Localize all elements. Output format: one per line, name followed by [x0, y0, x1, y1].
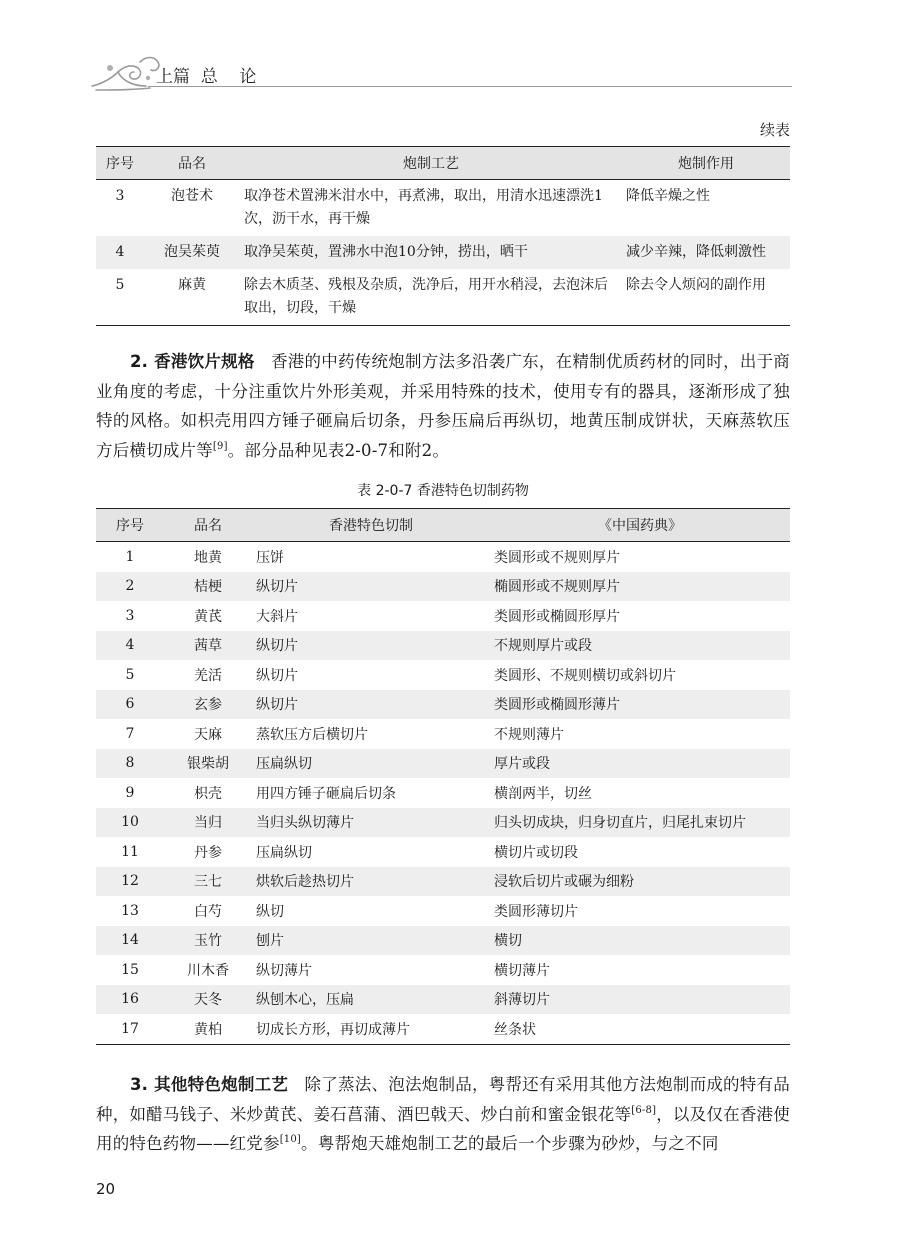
table-row [96, 778, 790, 808]
col-header-number: 序号 [96, 509, 164, 542]
row-pharmacopoeia: 类圆形薄切片 [494, 903, 578, 920]
table-row [96, 808, 790, 838]
col-header-name: 品名 [144, 147, 240, 180]
paragraph-text: 香港的中药传统炮制方法多沿袭广东，在精制优质药材的同时，出于商业角度的考虑，十分注重饮片外形美观，并采用特殊的技术，使用专有的器具，逐渐形成了独特的风格。如枳壳用四方锤子砸扁后切条，丹参压扁后再纵切，地黄压制成饼状，天麻蒸软压方后横切成片等 [96, 352, 791, 460]
row-pharmacopoeia: 横剖两半，切丝 [494, 785, 592, 802]
row-number: 6 [96, 690, 164, 720]
row-name: 天麻 [194, 726, 222, 743]
table-caption: 表 2-0-7 香港特色切制药物 [357, 483, 529, 499]
row-number: 11 [121, 843, 139, 860]
table-row [96, 985, 790, 1015]
row-hk-cutting: 刨片 [252, 926, 490, 956]
paragraph-hk-slices [96, 347, 790, 465]
row-pharmacopoeia: 不规则薄片 [494, 726, 564, 743]
table-row [96, 926, 790, 956]
row-pharmacopoeia: 横切片或切段 [494, 844, 578, 861]
row-effect: 除去令人烦闷的副作用 [622, 269, 790, 326]
row-number: 3 [115, 188, 125, 204]
row-process: 取净苍术置沸米泔水中，再煮沸，取出，用清水迅速漂洗1次，沥干水，再干燥 [244, 188, 603, 227]
row-name: 丹参 [194, 844, 222, 861]
row-name: 泡苍术 [171, 188, 213, 204]
row-effect: 降低辛燥之性 [626, 188, 710, 204]
row-name: 黄柏 [164, 1014, 252, 1044]
row-name: 麻黄 [144, 269, 240, 326]
row-hk-cutting: 纵切片 [252, 690, 490, 720]
row-pharmacopoeia: 厚片或段 [490, 749, 790, 779]
row-number: 16 [96, 985, 164, 1015]
paragraph-heading: 2. 香港饮片规格 [130, 352, 255, 371]
paragraph-text: 。粤帮炮天雄炮制工艺的最后一个步骤为砂炒，与之不同 [301, 1134, 719, 1153]
row-hk-cutting: 当归头纵切薄片 [252, 808, 490, 838]
hk-cutting-table-body [96, 542, 790, 1045]
table-row [96, 749, 790, 779]
paragraph-heading: 3. 其他特色炮制工艺 [130, 1075, 289, 1094]
row-number: 17 [96, 1014, 164, 1044]
row-hk-cutting: 纵切片 [256, 667, 298, 684]
row-name: 枳壳 [194, 785, 222, 802]
table-row [96, 896, 790, 926]
row-pharmacopoeia: 椭圆形或不规则厚片 [490, 572, 790, 602]
row-hk-cutting: 切成长方形，再切成薄片 [252, 1014, 490, 1044]
row-pharmacopoeia: 类圆形或椭圆形薄片 [490, 690, 790, 720]
row-name: 银柴胡 [164, 749, 252, 779]
continued-table-label: 续表 [759, 121, 790, 139]
row-number: 8 [96, 749, 164, 779]
row-pharmacopoeia: 不规则厚片或段 [490, 631, 790, 661]
paragraph-other-processes [96, 1070, 790, 1159]
table-row [96, 572, 790, 602]
processing-table-continued [96, 146, 790, 326]
row-name: 三七 [164, 867, 252, 897]
table-row [96, 180, 790, 237]
col-header-hk-cutting: 香港特色切制 [252, 509, 490, 542]
table-row [96, 690, 790, 720]
col-header-effect: 炮制作用 [622, 147, 790, 180]
row-number: 10 [96, 808, 164, 838]
row-name: 地黄 [194, 549, 222, 566]
row-hk-cutting: 压扁纵切 [252, 749, 490, 779]
table-row [96, 719, 790, 749]
table-header-row [96, 509, 790, 542]
col-header-process: 炮制工艺 [240, 147, 622, 180]
row-name: 泡吴茱萸 [144, 236, 240, 269]
row-number: 13 [121, 902, 139, 919]
row-number: 4 [96, 631, 164, 661]
section-title: 上篇 总 论 [156, 67, 257, 87]
citation: [6-8] [631, 1104, 657, 1116]
page-number: 20 [96, 1180, 116, 1198]
row-pharmacopoeia: 类圆形、不规则横切或斜切片 [494, 667, 676, 684]
row-number: 4 [96, 236, 144, 269]
row-name: 桔梗 [164, 572, 252, 602]
table-row [96, 867, 790, 897]
paragraph-text: 除了蒸法、泡法炮制品，粤帮还有采用其他方法炮制而成的特有品种，如醋马钱子、米炒黄芪、姜石菖蒲、酒巴戟天、炒白前和蜜金银花等 [96, 1075, 790, 1124]
row-process: 取净吴茱萸，置沸水中泡10分钟，捞出，晒干 [240, 236, 622, 269]
row-process: 除去木质茎、残根及杂质，洗净后，用开水稍浸，去泡沫后取出，切段，干燥 [240, 269, 622, 326]
col-header-pharmacopoeia: 《中国药典》 [490, 509, 790, 542]
row-hk-cutting: 压饼 [256, 549, 284, 566]
paragraph-text: ，以及仅在香港使用的特色药物——红党参 [96, 1104, 790, 1153]
row-hk-cutting: 大斜片 [256, 608, 298, 625]
row-number: 5 [96, 269, 144, 326]
row-number: 7 [125, 725, 135, 742]
table-row [96, 542, 790, 572]
row-hk-cutting: 压扁纵切 [256, 844, 312, 861]
row-pharmacopoeia: 浸软后切片或碾为细粉 [490, 867, 790, 897]
row-name: 玉竹 [164, 926, 252, 956]
table-row [96, 660, 790, 690]
row-hk-cutting: 纵切薄片 [256, 962, 312, 979]
row-hk-cutting: 纵切片 [252, 631, 490, 661]
row-name: 玄参 [164, 690, 252, 720]
table-row [96, 631, 790, 661]
row-hk-cutting: 蒸软压方后横切片 [256, 726, 368, 743]
row-number: 1 [125, 548, 135, 565]
row-pharmacopoeia: 横切薄片 [494, 962, 550, 979]
row-pharmacopoeia: 归头切成块，归身切直片，归尾扎束切片 [490, 808, 790, 838]
row-name: 白芍 [194, 903, 222, 920]
row-hk-cutting: 用四方锤子砸扁后切条 [256, 785, 396, 802]
row-number: 2 [96, 572, 164, 602]
header-rule [148, 86, 792, 87]
row-pharmacopoeia: 类圆形或不规则厚片 [494, 549, 620, 566]
col-header-number: 序号 [96, 147, 144, 180]
row-number: 14 [96, 926, 164, 956]
row-name: 黄芪 [194, 608, 222, 625]
row-pharmacopoeia: 斜薄切片 [490, 985, 790, 1015]
row-effect: 减少辛辣，降低刺激性 [622, 236, 790, 269]
table-row [96, 955, 790, 985]
row-name: 天冬 [164, 985, 252, 1015]
table-header-row [96, 147, 790, 180]
row-name: 羌活 [194, 667, 222, 684]
row-name: 川木香 [187, 962, 229, 979]
row-hk-cutting: 纵刨木心，压扁 [252, 985, 490, 1015]
row-number: 9 [125, 784, 135, 801]
row-number: 5 [125, 666, 135, 683]
row-name: 茜草 [164, 631, 252, 661]
table-row [96, 601, 790, 631]
citation: [9] [212, 440, 228, 452]
row-pharmacopoeia: 横切 [490, 926, 790, 956]
row-number: 3 [125, 607, 135, 624]
table-row [96, 1014, 790, 1044]
paragraph-text-tail: 。部分品种见表2-0-7和附2。 [227, 440, 450, 460]
running-header [88, 50, 792, 96]
table-row [96, 269, 790, 326]
row-pharmacopoeia: 丝条状 [490, 1014, 790, 1044]
hk-cutting-table [96, 508, 790, 1045]
row-name: 当归 [164, 808, 252, 838]
row-number: 15 [121, 961, 139, 978]
row-number: 12 [96, 867, 164, 897]
table-row [96, 236, 790, 269]
row-hk-cutting: 烘软后趁热切片 [252, 867, 490, 897]
citation: [10] [279, 1134, 302, 1145]
row-pharmacopoeia: 类圆形或椭圆形厚片 [494, 608, 620, 625]
row-hk-cutting: 纵切 [256, 903, 284, 920]
row-hk-cutting: 纵切片 [252, 572, 490, 602]
col-header-name: 品名 [164, 509, 252, 542]
table-row [96, 837, 790, 867]
